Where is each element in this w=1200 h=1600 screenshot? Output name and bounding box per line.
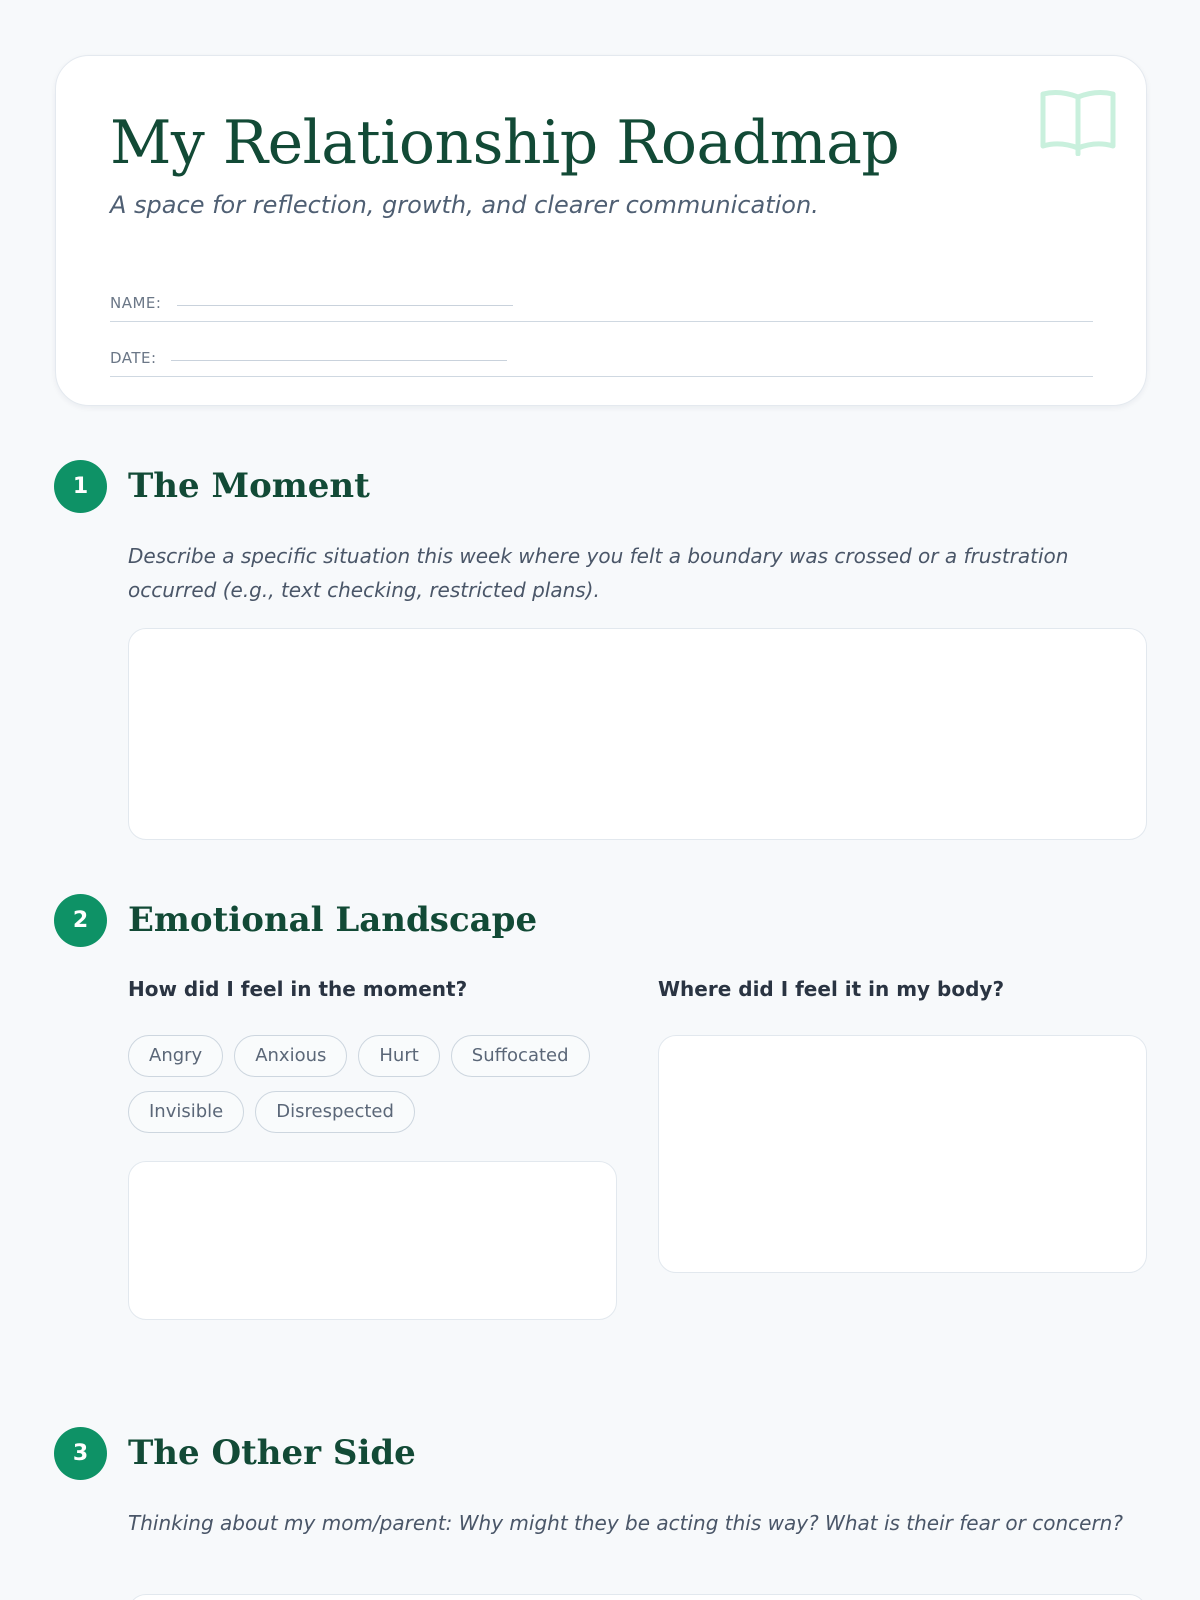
chip-anxious[interactable]: Anxious <box>234 1035 347 1077</box>
moment-answer-box[interactable] <box>128 628 1147 840</box>
chip-suffocated[interactable]: Suffocated <box>451 1035 590 1077</box>
section-title-moment: The Moment <box>128 466 370 506</box>
date-label: DATE: <box>110 349 157 367</box>
feeling-chips <box>128 1035 618 1147</box>
chip-invisible[interactable]: Invisible <box>128 1091 244 1133</box>
chip-angry[interactable]: Angry <box>128 1035 223 1077</box>
name-field[interactable] <box>110 292 1093 322</box>
section-prompt-other-side: Thinking about my mom/parent: Why might they be acting this way? What is their fear or concern? <box>128 1511 1123 1535</box>
step-badge-2: 2 <box>54 894 107 947</box>
question-body: Where did I feel it in my body? <box>658 977 1005 1001</box>
section-title-other-side: The Other Side <box>128 1433 416 1473</box>
step-badge-3: 3 <box>54 1427 107 1480</box>
page-title: My Relationship Roadmap <box>110 108 900 178</box>
section-prompt-moment: Describe a specific situation this week where you felt a boundary was crossed or a frustration occurred (e.g., text checking, restricted plans). <box>128 544 1069 602</box>
body-answer-box[interactable] <box>658 1035 1147 1273</box>
other-side-answer-box[interactable] <box>128 1594 1147 1600</box>
book-icon <box>1040 88 1116 156</box>
page-subtitle: A space for reflection, growth, and clearer communication. <box>110 191 819 219</box>
question-feelings: How did I feel in the moment? <box>128 977 468 1001</box>
header-card <box>55 55 1147 406</box>
date-line[interactable] <box>171 360 507 361</box>
step-badge-1: 1 <box>54 460 107 513</box>
date-field[interactable] <box>110 347 1093 377</box>
name-line[interactable] <box>177 305 513 306</box>
chip-disrespected[interactable]: Disrespected <box>255 1091 415 1133</box>
feelings-answer-box[interactable] <box>128 1161 617 1320</box>
name-label: NAME: <box>110 294 162 312</box>
section-title-emotional: Emotional Landscape <box>128 900 538 940</box>
chip-hurt[interactable]: Hurt <box>358 1035 439 1077</box>
